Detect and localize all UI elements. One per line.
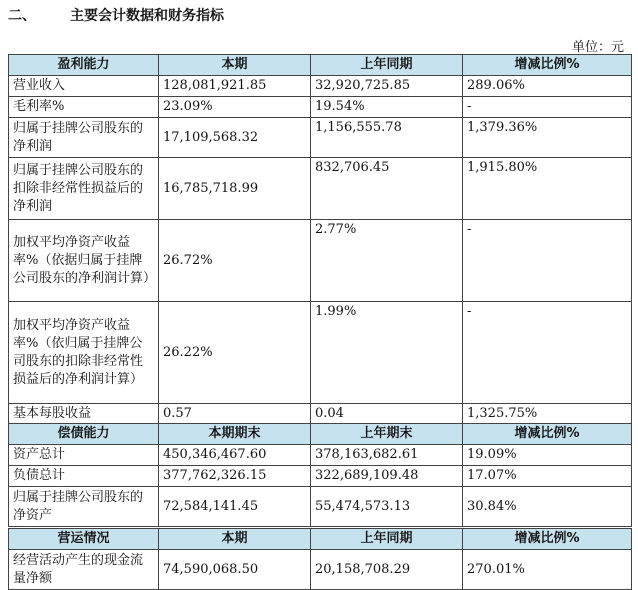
current-value: 17,109,568.32 xyxy=(159,118,311,158)
change-value: - xyxy=(463,302,632,404)
table-header-row xyxy=(9,529,632,550)
table-row xyxy=(9,466,632,487)
current-value: 450,346,467.60 xyxy=(159,445,311,466)
header-cell: 本期期末 xyxy=(159,424,311,445)
header-cell: 上年同期 xyxy=(311,529,463,550)
header-cell: 盈利能力 xyxy=(9,55,159,76)
current-value: 16,785,718.99 xyxy=(159,158,311,220)
row-label: 负债总计 xyxy=(9,466,159,487)
table-row xyxy=(9,118,632,158)
row-label: 经营活动产生的现金流量净额 xyxy=(9,550,159,590)
section-number: 二、 xyxy=(8,8,36,24)
prior-value: 19.54% xyxy=(311,97,463,118)
current-value: 72,584,141.45 xyxy=(159,487,311,527)
row-label: 归属于挂牌公司股东的净资产 xyxy=(9,487,159,527)
table-row xyxy=(9,97,632,118)
change-value: - xyxy=(463,97,632,118)
change-value: 270.01% xyxy=(463,550,632,590)
row-label: 加权平均净资产收益率%（依归属于挂牌公司股东的扣除非经常性损益后的净利润计算） xyxy=(9,302,159,404)
table-row xyxy=(9,302,632,404)
prior-value: 832,706.45 xyxy=(311,158,463,220)
prior-value: 322,689,109.48 xyxy=(311,466,463,487)
header-cell: 营运情况 xyxy=(9,529,159,550)
change-value: 30.84% xyxy=(463,487,632,527)
row-label: 营业收入 xyxy=(9,76,159,97)
current-value: 26.22% xyxy=(159,302,311,404)
header-cell: 上年同期 xyxy=(311,55,463,76)
current-value: 0.57 xyxy=(159,404,311,425)
prior-value: 2.77% xyxy=(311,220,463,302)
table-header-row xyxy=(9,424,632,445)
current-value: 23.09% xyxy=(159,97,311,118)
change-value: - xyxy=(463,220,632,302)
prior-value: 55,474,573.13 xyxy=(311,487,463,527)
current-value: 74,590,068.50 xyxy=(159,550,311,590)
section-heading xyxy=(8,5,224,25)
change-value: 19.09% xyxy=(463,445,632,466)
operations-table xyxy=(8,528,632,590)
prior-value: 1,156,555.78 xyxy=(311,118,463,158)
prior-value: 0.04 xyxy=(311,404,463,425)
table-row xyxy=(9,158,632,220)
profitability-table xyxy=(8,54,632,425)
change-value: 289.06% xyxy=(463,76,632,97)
solvency-table xyxy=(8,423,632,527)
current-value: 377,762,326.15 xyxy=(159,466,311,487)
current-value: 26.72% xyxy=(159,220,311,302)
table-row xyxy=(9,404,632,425)
table-row xyxy=(9,487,632,527)
current-value: 128,081,921.85 xyxy=(159,76,311,97)
prior-value: 32,920,725.85 xyxy=(311,76,463,97)
change-value: 1,379.36% xyxy=(463,118,632,158)
row-label: 资产总计 xyxy=(9,445,159,466)
row-label: 毛利率% xyxy=(9,97,159,118)
table-row xyxy=(9,76,632,97)
header-cell: 上年期末 xyxy=(311,424,463,445)
change-value: 1,325.75% xyxy=(463,404,632,425)
table-row xyxy=(9,550,632,590)
table-row xyxy=(9,445,632,466)
header-cell: 偿债能力 xyxy=(9,424,159,445)
header-cell: 增减比例% xyxy=(463,424,632,445)
unit-label: 单位：元 xyxy=(571,40,624,55)
table-header-row xyxy=(9,55,632,76)
header-cell: 增减比例% xyxy=(463,55,632,76)
prior-value: 1.99% xyxy=(311,302,463,404)
header-cell: 本期 xyxy=(159,55,311,76)
change-value: 1,915.80% xyxy=(463,158,632,220)
row-label: 归属于挂牌公司股东的扣除非经常性损益后的净利润 xyxy=(9,158,159,220)
change-value: 17.07% xyxy=(463,466,632,487)
table-row xyxy=(9,220,632,302)
header-cell: 增减比例% xyxy=(463,529,632,550)
prior-value: 20,158,708.29 xyxy=(311,550,463,590)
header-cell: 本期 xyxy=(159,529,311,550)
row-label: 基本每股收益 xyxy=(9,404,159,425)
row-label: 归属于挂牌公司股东的净利润 xyxy=(9,118,159,158)
row-label: 加权平均净资产收益率%（依据归属于挂牌公司股东的净利润计算） xyxy=(9,220,159,302)
prior-value: 378,163,682.61 xyxy=(311,445,463,466)
section-title: 主要会计数据和财务指标 xyxy=(70,8,224,24)
